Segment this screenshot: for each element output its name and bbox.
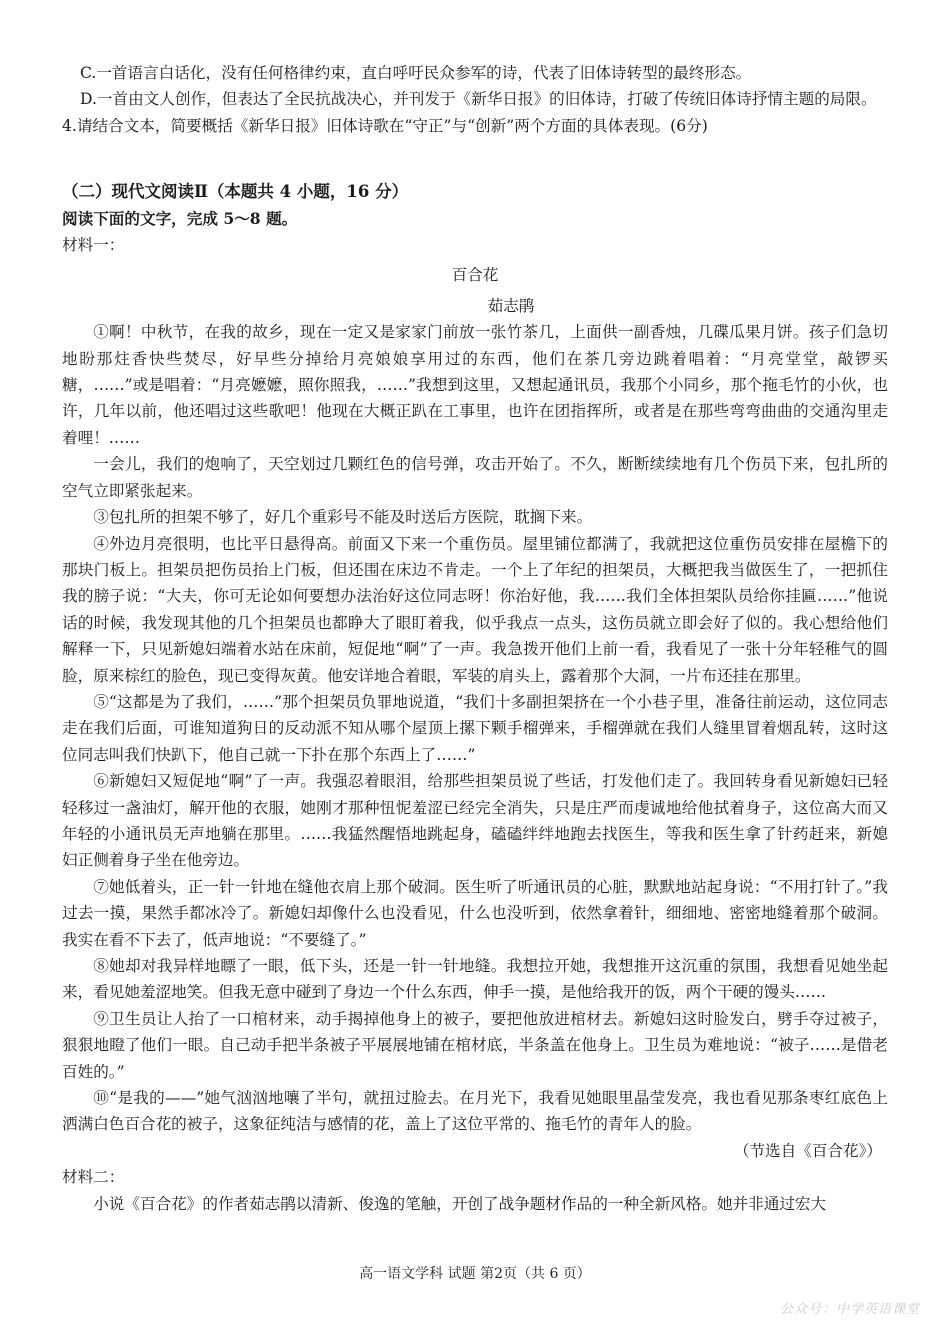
section-title: （二）现代文阅读Ⅱ（本题共 4 小题，16 分） [62, 182, 409, 202]
watermark: 公众号：中学英语课堂 [779, 1302, 920, 1317]
material2-text: 小说《百合花》的作者茹志鹃以清新、俊逸的笔触，开创了战争题材作品的一种全新风格。她并非通过宏大 [93, 1194, 827, 1213]
paragraph-9: ⑨卫生员让人抬了一口棺材来，动手揭掉他身上的被子，要把他放进棺材去。新媳妇这时脸发白，劈手夺过被子，狠狠地瞪了他们一眼。自己动手把半条被子平展展地铺在棺材底，半条盖在他身上。卫生员为难地说：“被子……是借老百姓的。” [62, 1009, 888, 1081]
section-spacer [62, 139, 888, 179]
option-c: C.一首语言白话化，没有任何格律约束，直白呼吁民众参军的诗，代表了旧体诗转型的最终形态。 [80, 64, 752, 82]
paragraph-6: ⑥新媳妇又短促地“啊”了一声。我强忍着眼泪，给那些担架员说了些话，打发他们走了。我回转身看见新媳妇已轻轻移过一盏油灯，解开他的衣服，她刚才那种忸怩羞涩已经完全消失，只是庄严而虔诚地给他拭着身子，这位高大而又年轻的小通讯员无声地躺在那里。……我猛然醒悟地跳起身，磕磕绊绊地跑去找医生，等我和医生拿了针药赶来，新媳妇正侧着身子坐在他旁边。 [62, 772, 888, 870]
paragraph-8: ⑧她却对我异样地瞟了一眼，低下头，还是一针一针地缝。我想拉开她，我想推开这沉重的氛围，我想看见她坐起来，看见她羞涩地笑。但我无意中碰到了身边一个什么东西，伸手一摸，是他给我开的饭，两个干硬的馒头…… [62, 957, 888, 1002]
material1-label: 材料一： [62, 236, 125, 255]
paragraph-10: ⑩“是我的——”她气汹汹地嚷了半句，就扭过脸去。在月光下，我看见她眼里晶莹发亮，我也看见那条枣红底色上洒满白色百合花的被子，这象征纯洁与感情的花，盖上了这位平常的、拖毛竹的青年人的脸。 [62, 1089, 888, 1134]
paragraph-5: ⑤“这都是为了我们，……”那个担架员负罪地说道，“我们十多副担架挤在一个小巷子里，准备往前运动，这位同志走在我们后面，可谁知道狗日的反动派不知从哪个屋顶上摞下颗手榴弹来，手榴弹就在我们人缝里冒着烟乱转，这时这位同志叫我们快趴下，他自己就一下扑在那个东西上了……” [62, 692, 888, 764]
material2-label: 材料二： [62, 1168, 125, 1187]
story-title: 百合花 [451, 266, 499, 285]
question-4: 4.请结合文本，简要概括《新华日报》旧体诗歌在“守正”与“创新”两个方面的具体表现。(6分) [62, 116, 708, 135]
paragraph-2: 一会儿，我们的炮响了，天空划过几颗红色的信号弹，攻击开始了。不久，断断续续地有几个伤员下来，包扎所的空气立即紧张起来。 [62, 455, 888, 500]
option-d: D.一首由文人创作，但表达了全民抗战决心，并刊发于《新华日报》的旧体诗，打破了传统旧体诗抒情主题的局限。 [80, 90, 877, 109]
document-page [62, 60, 888, 1217]
reading-instruction: 阅读下面的文字，完成 5～8 题。 [62, 208, 298, 228]
story-source: （节选自《百合花》） [733, 1141, 882, 1160]
paragraph-7: ⑦她低着头，正一针一针地在缝他衣肩上那个破洞。医生听了听通讯员的心脏，默默地站起身说：“不用打针了。”我过去一摸，果然手都冰冷了。新媳妇却像什么也没看见，什么也没听到，依然拿着针，细细地、密密地缝着那个破洞。我实在看不下去了，低声地说：“不要缝了。” [62, 877, 888, 949]
paragraph-1: ①啊！中秋节，在我的故乡，现在一定又是家家门前放一张竹茶几，上面供一副香烛，几碟瓜果月饼。孩子们急切地盼那炷香快些焚尽，好早些分掉给月亮娘娘享用过的东西，他们在茶几旁边跳着唱着：“月亮堂堂，敲锣买糖，……”或是唱着：“月亮嬷嬷，照你照我，……”我想到这里，又想起通讯员，我那个小同乡，那个拖毛竹的小伙，也许，几年以前，他还唱过这些歌吧！他现在大概正趴在工事里，也许在团指挥所，或者是在那些弯弯曲曲的交通沟里走着哩！…… [62, 323, 888, 447]
paragraph-3: ③包扎所的担架不够了，好几个重彩号不能及时送后方医院，耽搁下来。 [93, 508, 593, 527]
paragraph-4: ④外边月亮很明，也比平日悬得高。前面又下来一个重伤员。屋里铺位都满了，我就把这位重伤员安排在屋檐下的那块门板上。担架员把伤员抬上门板，但还围在床边不肯走。一个上了年纪的担架员，大概把我当做医生了，一把抓住我的膀子说：“大夫，你可无论如何要想办法治好这位同志呀！你治好他，我……我们全体担架队员给你挂匾……”他说话的时候，我发现其他的几个担架员也都睁大了眼盯着我，似乎我点一点头，这伤员就立即会好了似的。我心想给他们解释一下，只见新媳妇端着水站在床前，短促地“啊”了一声。我急拨开他们上前一看，我看见了一张十分年轻稚气的圆脸，原来棕红的脸色，现已变得灰黄。他安详地合着眼，军装的肩头上，露着那个大洞，一片布还挂在那里。 [62, 534, 888, 685]
page-footer: 高一语文学科 试题 第2页（共 6 页） [359, 1266, 591, 1282]
story-author: 茹志鹃 [487, 296, 535, 315]
